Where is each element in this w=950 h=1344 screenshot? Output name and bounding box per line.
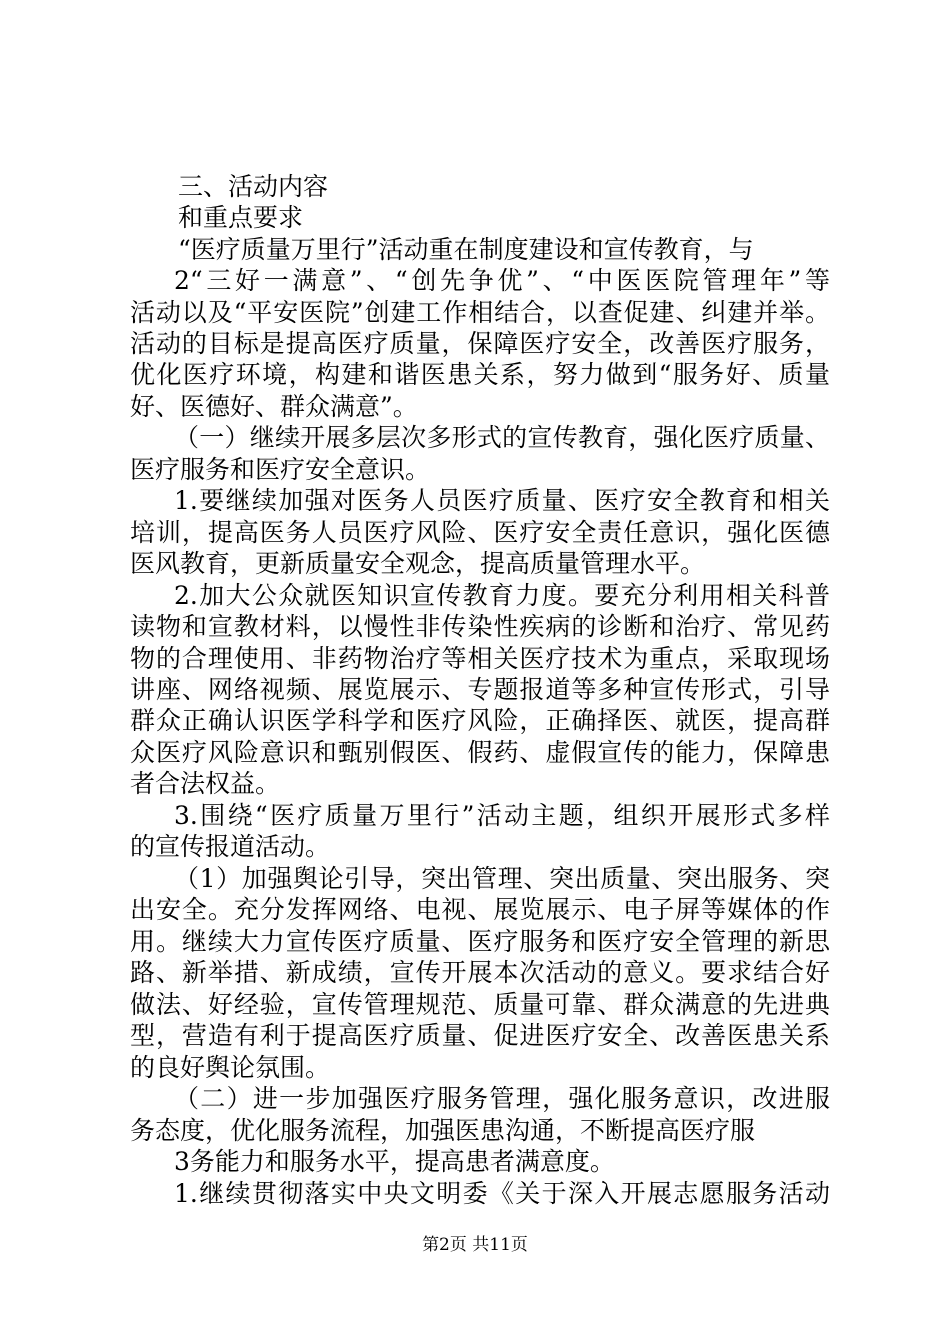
text-line: 物的合理使用、非药物治疗等相关医疗技术为重点，采取现场 (130, 644, 830, 673)
text-line: 医风教育，更新质量安全观念，提高质量管理水平。 (130, 549, 706, 578)
text-line: 2.加大公众就医知识宣传教育力度。要充分利用相关科普 (174, 581, 830, 610)
text-line: 务态度，优化服务流程，加强医患沟通，不断提高医疗服 (130, 1116, 756, 1145)
text-line: 3.围绕“医疗质量万里行”活动主题，组织开展形式多样 (174, 801, 830, 830)
text-line: 出安全。充分发挥网络、电视、展览展示、电子屏等媒体的作 (130, 895, 830, 924)
text-line: 3务能力和服务水平，提高患者满意度。 (174, 1147, 615, 1176)
text-line: 1.要继续加强对医务人员医疗质量、医疗安全教育和相关 (174, 486, 830, 515)
text-line: （二）进一步加强医疗服务管理，强化服务意识，改进服 (174, 1084, 830, 1113)
text-line: 读物和宣教材料，以慢性非传染性疾病的诊断和治疗、常见药 (130, 612, 830, 641)
text-line: 优化医疗环境，构建和谐医患关系，努力做到“服务好、质量 (130, 360, 830, 389)
text-line: 2“三好一满意”、“创先争优”、“中医医院管理年”等 (174, 266, 830, 295)
text-line: 培训，提高医务人员医疗风险、医疗安全责任意识，强化医德 (130, 518, 830, 547)
text-line: 好、医德好、群众满意”。 (130, 392, 418, 421)
text-line: 讲座、网络视频、展览展示、专题报道等多种宣传形式，引导 (130, 675, 830, 704)
text-line: 三、活动内容 (178, 172, 329, 201)
text-line: 活动的目标是提高医疗质量，保障医疗安全，改善医疗服务， (130, 329, 830, 358)
text-line: 者合法权益。 (130, 769, 281, 798)
text-line: 的宣传报道活动。 (130, 832, 331, 861)
text-line: 1.继续贯彻落实中央文明委《关于深入开展志愿服务活动 (174, 1179, 830, 1208)
page-footer: 第2页 共11页 (422, 1235, 528, 1255)
text-line: “医疗质量万里行”活动重在制度建设和宣传教育，与 (178, 235, 754, 264)
text-line: （1）加强舆论引导，突出管理、突出质量、突出服务、突 (174, 864, 830, 893)
text-line: （一）继续开展多层次多形式的宣传教育，强化医疗质量、 (174, 423, 830, 452)
text-line: 和重点要求 (178, 203, 304, 232)
text-line: 的良好舆论氛围。 (130, 1053, 331, 1082)
text-line: 医疗服务和医疗安全意识。 (130, 455, 431, 484)
text-line: 型，营造有利于提高医疗质量、促进医疗安全、改善医患关系 (130, 1021, 830, 1050)
text-line: 众医疗风险意识和甄别假医、假药、虚假宣传的能力，保障患 (130, 738, 830, 767)
text-line: 路、新举措、新成绩，宣传开展本次活动的意义。要求结合好 (130, 958, 830, 987)
text-line: 群众正确认识医学科学和医疗风险，正确择医、就医，提高群 (130, 706, 830, 735)
text-line: 活动以及“平安医院”创建工作相结合，以查促建、纠建并举。 (130, 298, 830, 327)
text-line: 做法、好经验，宣传管理规范、质量可靠、群众满意的先进典 (130, 990, 830, 1019)
text-line: 用。继续大力宣传医疗质量、医疗服务和医疗安全管理的新思 (130, 927, 830, 956)
